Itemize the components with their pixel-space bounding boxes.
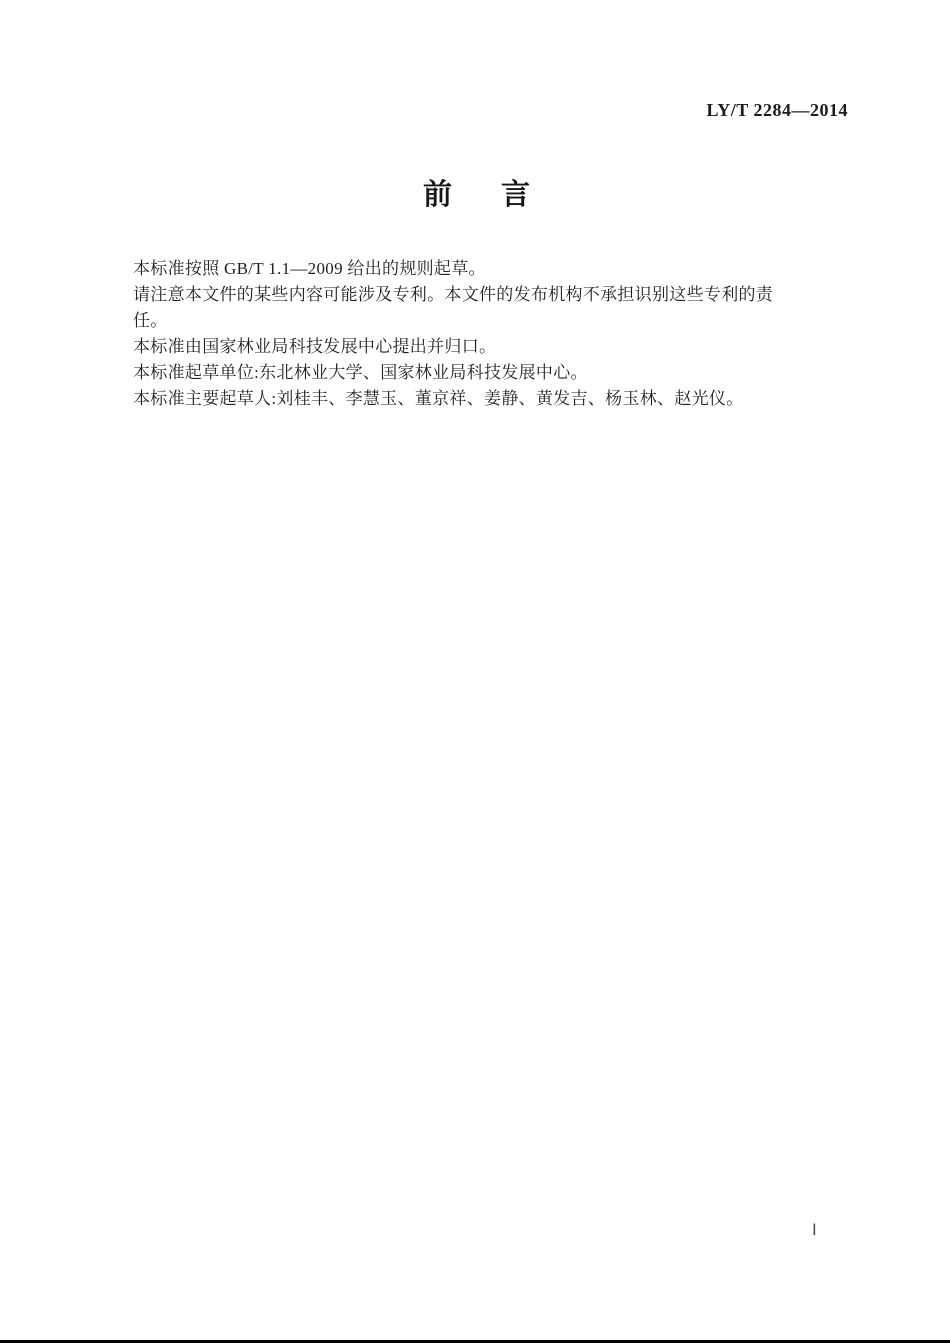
foreword-paragraph-5: 本标准主要起草人:刘桂丰、李慧玉、董京祥、姜静、黄发吉、杨玉林、赵光仪。 <box>133 389 744 408</box>
foreword-title: 前 言 <box>422 179 527 211</box>
foreword-paragraph-2: 请注意本文件的某些内容可能涉及专利。本文件的发布机构不承担识别这些专利的责任。 <box>133 285 774 330</box>
page-bottom-rule <box>0 1340 950 1343</box>
foreword-paragraph-3: 本标准由国家林业局科技发展中心提出并归口。 <box>133 337 497 356</box>
standard-number: LY/T 2284—2014 <box>706 100 848 120</box>
foreword-paragraph-4: 本标准起草单位:东北林业大学、国家林业局科技发展中心。 <box>133 363 588 382</box>
foreword-body <box>133 256 795 412</box>
page-number: Ⅰ <box>812 1222 817 1239</box>
foreword-paragraph-1: 本标准按照 GB/T 1.1—2009 给出的规则起草。 <box>133 259 486 278</box>
